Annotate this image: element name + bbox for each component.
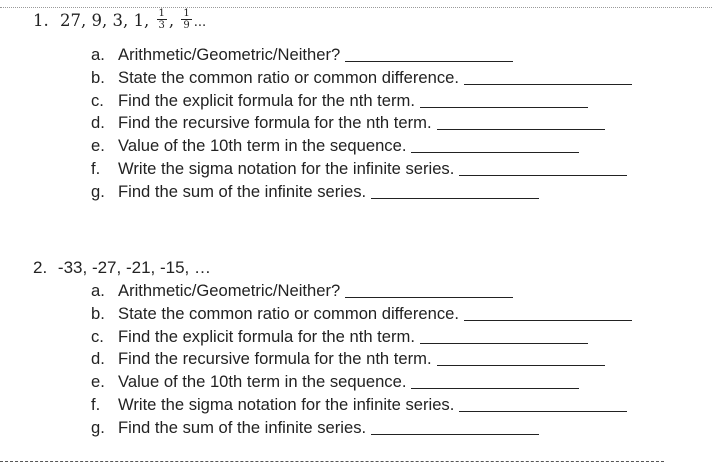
question-item [91, 348, 632, 371]
answer-blank[interactable] [345, 45, 513, 62]
question-item [91, 135, 632, 158]
fraction-term: $\frac{1}{9}$ [183, 8, 190, 31]
question-item [91, 158, 632, 181]
question-list [91, 44, 632, 204]
answer-blank[interactable] [345, 281, 513, 298]
question-text: Find the recursive formula for the nth term. [118, 113, 432, 133]
question-item [91, 326, 632, 349]
question-text: State the common ratio or common difference. [118, 67, 459, 87]
question-letter: f. [91, 394, 101, 414]
question-text: Arithmetic/Geometric/Neither? [118, 45, 341, 64]
ellipsis: ... [193, 15, 207, 30]
question-item [91, 371, 632, 394]
problem-1-stem [33, 10, 206, 40]
question-item [91, 44, 632, 67]
question-text: Arithmetic/Geometric/Neither? [118, 281, 341, 300]
question-text: Find the sum of the infinite series. [118, 417, 367, 437]
answer-blank[interactable] [420, 327, 588, 344]
question-item [91, 394, 632, 417]
answer-blank[interactable] [411, 136, 579, 153]
question-item [91, 112, 632, 135]
question-text: Find the recursive formula for the nth term. [118, 349, 432, 369]
question-letter: a. [91, 281, 105, 300]
sequence: -33, -27, -21, -15, … [57, 258, 211, 277]
question-letter: g. [91, 417, 105, 437]
question-letter: d. [91, 349, 105, 369]
answer-blank[interactable] [437, 349, 605, 366]
term: 3 [112, 11, 123, 30]
question-text: Write the sigma notation for the infinite series. [118, 394, 455, 414]
top-divider [0, 7, 712, 8]
question-item [91, 67, 632, 90]
answer-blank[interactable] [411, 372, 579, 389]
question-item [91, 280, 632, 303]
term: 27 [60, 11, 81, 30]
sequence: 27, 9, 3, 1, $\frac{1}{3}$ , $\frac{1}{9}$ ... [60, 8, 207, 31]
answer-blank[interactable] [464, 304, 632, 321]
question-text: Write the sigma notation for the infinite series. [118, 158, 455, 178]
question-text: Value of the 10th term in the sequence. [118, 372, 407, 392]
question-letter: d. [91, 113, 105, 133]
problem-number: 1. [33, 11, 49, 30]
question-text: Find the explicit formula for the nth term. [118, 90, 415, 110]
fraction-term: $\frac{1}{3}$ [158, 8, 165, 31]
question-letter: f. [91, 158, 101, 178]
question-item [91, 90, 632, 113]
question-letter: e. [91, 372, 105, 392]
question-letter: b. [91, 67, 105, 87]
answer-blank[interactable] [459, 159, 627, 176]
question-item [91, 417, 632, 440]
term: 9 [91, 11, 102, 30]
question-letter: c. [91, 90, 104, 110]
question-text: State the common ratio or common difference. [118, 303, 459, 323]
question-letter: a. [91, 45, 105, 64]
question-text: Find the explicit formula for the nth term. [118, 326, 415, 346]
question-letter: b. [91, 303, 105, 323]
question-letter: c. [91, 326, 104, 346]
answer-blank[interactable] [371, 418, 539, 435]
question-text: Value of the 10th term in the sequence. [118, 136, 407, 156]
bottom-divider [0, 461, 664, 462]
question-letter: g. [91, 181, 105, 201]
question-list [91, 280, 632, 440]
term: 1 [133, 11, 144, 30]
answer-blank[interactable] [437, 113, 605, 130]
answer-blank[interactable] [464, 68, 632, 85]
question-item [91, 303, 632, 326]
problem-number: 2. [33, 258, 48, 277]
question-letter: e. [91, 136, 105, 156]
answer-blank[interactable] [420, 91, 588, 108]
answer-blank[interactable] [371, 182, 539, 199]
question-item [91, 181, 632, 204]
answer-blank[interactable] [459, 395, 627, 412]
question-text: Find the sum of the infinite series. [118, 181, 367, 201]
